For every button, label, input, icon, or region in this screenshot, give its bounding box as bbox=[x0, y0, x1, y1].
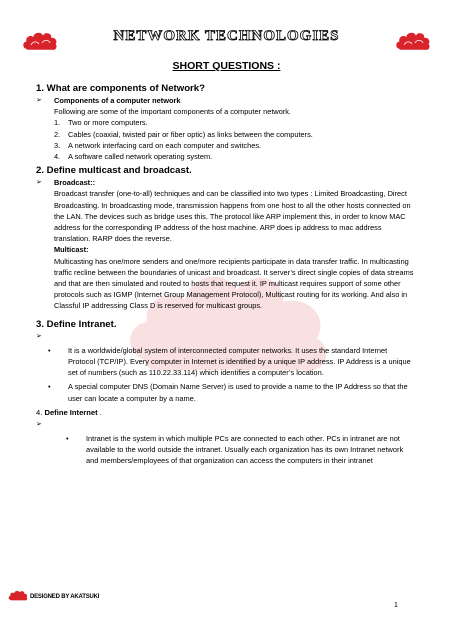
q2-subheading-row bbox=[36, 177, 416, 188]
page-number: 1 bbox=[394, 602, 398, 609]
question-4-heading: 4. Define Internet . bbox=[36, 407, 102, 417]
list-item: 1. Two or more computers. bbox=[54, 118, 148, 128]
list-item: • A special computer DNS (Domain Name Server) is used to provide a name to the IP Address so that the user can locate a computer by a name. bbox=[48, 382, 408, 403]
arrow-bullet-icon: ➢ bbox=[36, 420, 42, 428]
arrow-bullet-icon: ➢ bbox=[36, 97, 42, 104]
question-1-heading: 1. What are components of Network? bbox=[36, 83, 205, 94]
q4-arrow-row bbox=[36, 419, 416, 430]
question-2-heading: 2. Define multicast and broadcast. bbox=[36, 165, 192, 177]
list-item: • Intranet is the system in which multiple PCs are connected to each other. PCs in intranet are not available to the world outside the intranet. Usually each organization has its own Intranet network and members/employees of that organization can access the computers in their intranet bbox=[66, 434, 404, 466]
multicast-label: Multicast: bbox=[54, 245, 89, 255]
q2-subheading: Broadcast:: bbox=[54, 178, 96, 188]
question-3-heading: 3. Define Intranet. bbox=[36, 318, 117, 330]
list-item: • It is a worldwide/global system of interconnected computer networks. It uses the standard Internet Protocol (TCP/IP). Every computer in Internet is identified by a unique IP address. IP Address is a unique set of numbers (such as 110.22.33.114) which identifies a computer’s location. bbox=[48, 345, 411, 378]
q1-subheading: Components of a computer network bbox=[54, 96, 181, 105]
akatsuki-cloud-footer-icon bbox=[8, 589, 28, 602]
q1-subheading-row bbox=[36, 95, 416, 106]
arrow-bullet-icon: ➢ bbox=[36, 179, 42, 187]
q3-arrow-row bbox=[36, 331, 416, 342]
arrow-bullet-icon: ➢ bbox=[36, 332, 42, 340]
list-item: 3. A network interfacing card on each computer and switches. bbox=[54, 140, 262, 150]
document-title: NETWORK TECHNOLOGIES bbox=[113, 28, 340, 44]
broadcast-paragraph: Broadcast transfer (one-to-all) techniques and can be classified into two types : Limited Broadcasting, Direct Broadcasting. In broadcasting mode, transmission happens from one host to all the other hosts connected on the LAN. The devices such as bridge uses this. The protocol like ARP implement this, in order to know MAC address for the corresponding IP address of the host machine. ARP does ip address to mac address translation. RARP does the reverse. bbox=[54, 189, 411, 244]
bullet-icon: • bbox=[48, 345, 51, 355]
list-item: 2. Cables (coaxial, twisted pair or fiber optic) as links between the computers. bbox=[54, 129, 313, 139]
footer-designer-credit: DESIGNED BY AKATSUKI bbox=[30, 594, 100, 600]
list-item: 4. A software called network operating system. bbox=[54, 152, 213, 162]
section-subtitle: SHORT QUESTIONS : bbox=[172, 60, 281, 72]
q1-intro: Following are some of the important components of a computer network. bbox=[54, 107, 292, 117]
document-body bbox=[36, 80, 416, 467]
bullet-icon: • bbox=[66, 434, 69, 444]
multicast-paragraph: Multicasting has one/more senders and one/more recipients participate in data transfer traffic. In multicasting traffic recline between the boundaries of unicast and broadcast. It server’s direct single copies of data streams and that are then simulated and routed to hosts that request it. IP multicast requires support of some other protocols such as IGMP (Internet Group Management Protocol), Multicast routing for its working. And also in Classful IP addressing Class D is reserved for multicast groups. bbox=[54, 256, 414, 311]
bullet-icon: • bbox=[48, 382, 51, 392]
